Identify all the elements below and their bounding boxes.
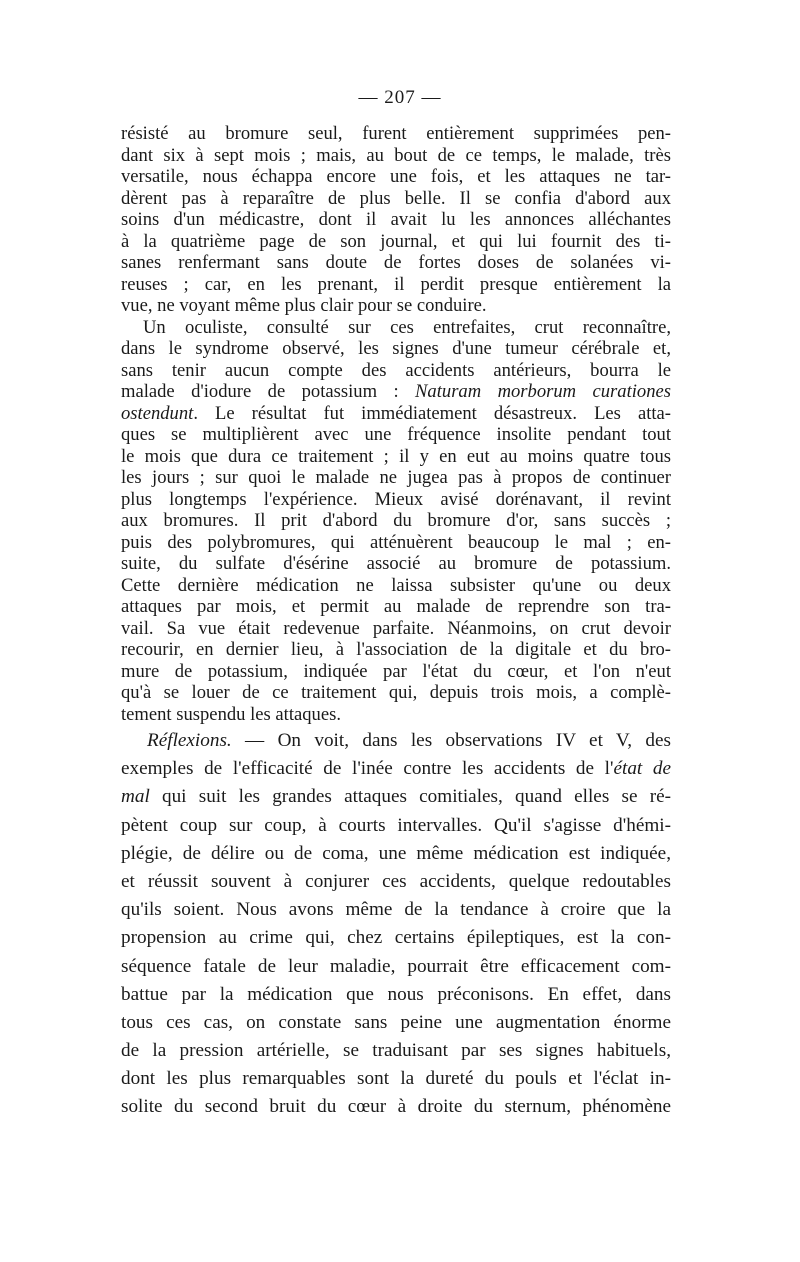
text-line [121,403,671,425]
text-line: le mois que dura ce traitement ; il y en eut au moins quatre tous [121,445,671,467]
text-line: dèrent pas à reparaître de plus belle. Il se confia d'abord aux [121,187,671,209]
paragraph-reflexions [121,727,671,1122]
section-heading: Réflexions. [147,730,232,751]
text-line: de la pression artérielle, se traduisant par ses signes habituels, [121,1040,671,1062]
text-line: pètent coup sur coup, à courts intervalles. Qu'il s'agisse d'hémi- [121,814,671,836]
text-line: reuses ; car, en les prenant, il perdit presque entièrement la [121,273,671,295]
text-line: attaques par mois, et permit au malade de reprendre son tra- [121,596,671,617]
emphasis: état de [613,758,671,780]
text-line: puis des polybromures, qui atténuèrent beaucoup le mal ; en- [121,531,671,553]
text-line: qu'à se louer de ce traitement qui, depuis trois mois, a complè- [121,682,671,703]
text-line: propension au crime qui, chez certains épileptiques, est la con- [121,927,671,949]
text-line [121,783,671,811]
text-line: battue par la médication que nous préconisons. En effet, dans [121,983,671,1005]
text-line: Cette dernière médication ne laissa subsister qu'une ou deux [121,574,671,596]
text-line: solite du second bruit du cœur à droite du sternum, phénomène [121,1096,671,1118]
text-line: dant six à sept mois ; mais, au bout de ce temps, le malade, très [121,144,671,166]
text-line: suite, du sulfate d'ésérine associé au bromure de potassium. [121,553,671,574]
page-number: — 207 — [358,87,442,108]
text-line: plus longtemps l'expérience. Mieux avisé dorénavant, il revint [121,488,671,510]
text-line: sanes renfermant sans doute de fortes doses de solanées vi- [121,252,671,273]
text-line: aux bromures. Il prit d'abord du bromure d'or, sans succès ; [121,510,671,531]
text-line: séquence fatale de leur maladie, pourrait être efficacement com- [121,955,671,977]
text-run: . Le résultat fut immédiatement désastreux. Les atta- [193,402,671,424]
text-run: qui suit les grandes attaques comitiales, quand elles se ré- [149,786,671,808]
text-line: soins d'un médicastre, dont il avait lu les annonces alléchantes [121,209,671,230]
text-line: Un oculiste, consulté sur ces entrefaites, crut reconnaître, [143,316,671,338]
text-line: vue, ne voyant même plus clair pour se conduire. [121,295,487,316]
text-line: sans tenir aucun compte des accidents antérieurs, bourra le [121,359,671,381]
text-run: malade d'iodure de potassium : [121,381,416,402]
paragraph-case-history [121,123,671,725]
text-line [121,727,671,755]
text-line: les jours ; sur quoi le malade ne jugea pas à propos de continuer [121,467,671,488]
text-line: tous ces cas, on constate sans peine une augmentation énorme [121,1011,671,1033]
text-run: exemples de l'efficacité de l'inée contre les accidents de l' [121,758,614,780]
text-line: résisté au bromure seul, furent entièrement supprimées pen- [121,123,671,144]
text-line: et réussit souvent à conjurer ces accidents, quelque redoutables [121,870,671,892]
text-line: dans le syndrome observé, les signes d'une tumeur cérébrale et, [121,338,671,359]
emphasis: mal [121,786,150,808]
text-line: dont les plus remarquables sont la dureté du pouls et l'éclat in- [121,1068,671,1090]
latin-quote-end: ostendunt [121,402,194,424]
latin-quote: Naturam morborum curationes [415,381,671,402]
text-run: — On voit, dans les observations IV et V, des [231,730,671,751]
text-line: vail. Sa vue était redevenue parfaite. Néanmoins, on crut devoir [121,617,671,639]
text-line: tement suspendu les attaques. [121,703,341,725]
text-line: recourir, en dernier lieu, à l'association de la digitale et du bro- [121,639,671,660]
text-line: à la quatrième page de son journal, et qui lui fournit des ti- [121,230,671,252]
text-line [121,381,671,403]
text-line: mure de potassium, indiquée par l'état du cœur, et l'on n'eut [121,660,671,682]
text-line: plégie, de délire ou de coma, une même médication est indiquée, [121,842,671,864]
text-line [121,755,671,783]
text-line: ques se multiplièrent avec une fréquence insolite pendant tout [121,424,671,445]
text-line: versatile, nous échappa encore une fois, et les attaques ne tar- [121,166,671,187]
text-line: qu'ils soient. Nous avons même de la tendance à croire que la [121,899,671,921]
